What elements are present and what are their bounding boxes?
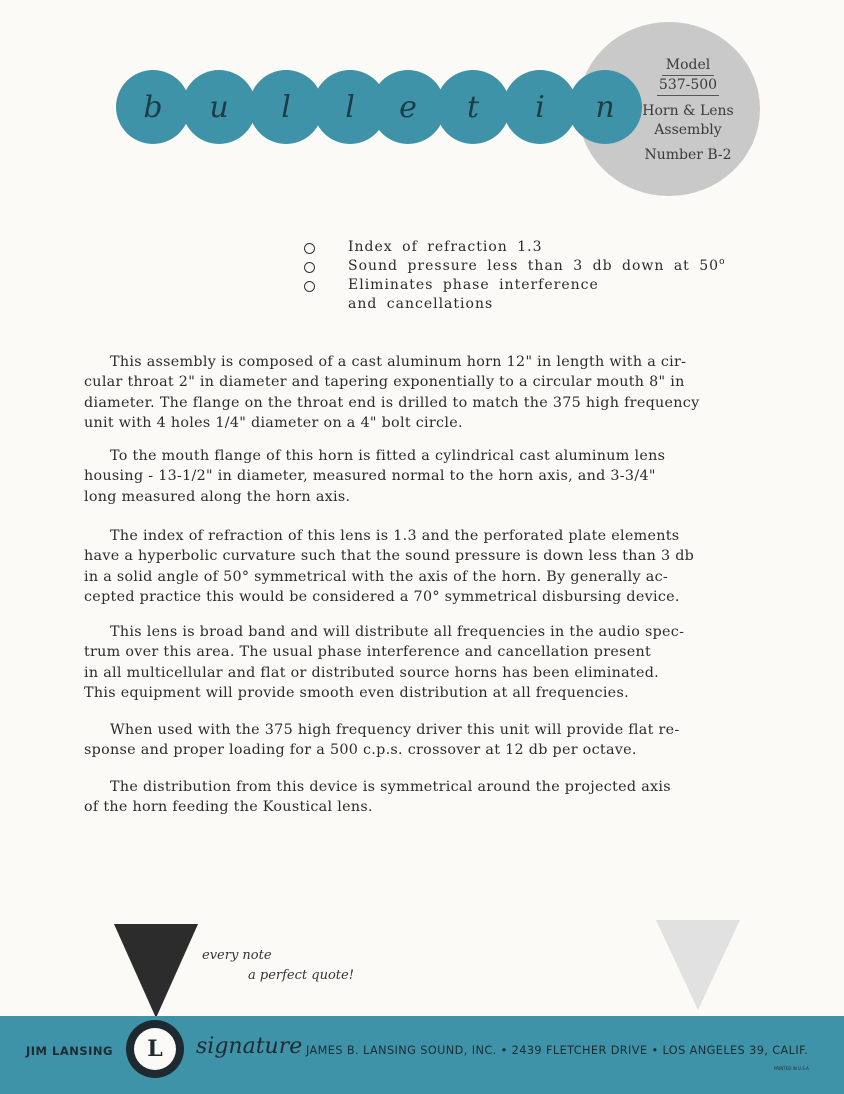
paragraph-construction	[84, 352, 784, 433]
bulletin-letter-u: u	[182, 70, 256, 144]
logo-letter: L	[134, 1028, 176, 1070]
paragraph-line: cular throat 2" in diameter and tapering exponentially to a circular mouth 8" in	[84, 374, 685, 391]
lansing-logo-icon	[126, 1020, 184, 1078]
model-line1: Horn & Lens	[642, 103, 734, 119]
bullet-circle-icon	[304, 262, 315, 273]
model-line2: Assembly	[654, 122, 722, 138]
model-number: 537-500	[657, 76, 719, 96]
paragraph-line: of the horn feeding the Koustical lens.	[84, 799, 373, 816]
feature-list	[304, 238, 784, 314]
slogan-line1: every note	[202, 948, 272, 963]
bulletin-letter-l2: l	[313, 70, 387, 144]
paragraph-line: To the mouth flange of this horn is fitted a cylindrical cast aluminum lens	[110, 448, 666, 464]
bullet-circle-icon	[304, 243, 315, 254]
bullet-circle-icon	[304, 281, 315, 292]
bulletin-number: Number B-2	[644, 147, 732, 163]
bullet-text: Eliminates phase interference	[348, 277, 599, 293]
paragraph-driver	[84, 720, 784, 761]
bulletin-letter-i: i	[503, 70, 577, 144]
model-label: Model	[662, 56, 715, 76]
print-mark: PRINTED IN U.S.A.	[774, 1066, 811, 1071]
paragraph-line: in all multicellular and flat or distributed source horns has been eliminated.	[84, 664, 660, 681]
list-item	[304, 257, 784, 276]
paragraph-line: in a solid angle of 50° symmetrical with the axis of the horn. By generally ac-	[84, 568, 669, 585]
light-triangle-icon	[656, 920, 740, 1010]
brand-name: JIM LANSING	[26, 1044, 113, 1058]
paragraph-line: long measured along the horn axis.	[84, 488, 351, 505]
paragraph-line: The index of refraction of this lens is 1.3 and the perforated plate elements	[110, 528, 680, 544]
bullet-text: Sound pressure less than 3 db down at 50	[348, 258, 720, 274]
paragraph-line: The distribution from this device is symmetrical around the projected axis	[110, 779, 671, 795]
bulletin-letter-t: t	[436, 70, 510, 144]
model-info	[618, 56, 758, 165]
bullet-text: and cancellations	[348, 296, 494, 312]
degree-superscript: o	[719, 257, 726, 267]
paragraph-line: housing - 13-1/2" in diameter, measured normal to the horn axis, and 3-3/4"	[84, 468, 656, 485]
bulletin-letter-b: b	[116, 70, 190, 144]
paragraph-line: sponse and proper loading for a 500 c.p.s. crossover at 12 db per octave.	[84, 742, 637, 759]
paragraph-line: This assembly is composed of a cast aluminum horn 12" in length with a cir-	[110, 354, 687, 370]
bulletin-letter-e: e	[371, 70, 445, 144]
paragraph-line: This equipment will provide smooth even distribution at all frequencies.	[84, 684, 629, 701]
paragraph-lens-housing	[84, 446, 784, 507]
paragraph-line: cepted practice this would be considered a 70° symmetrical disbursing device.	[84, 588, 680, 605]
signature-script: signature	[196, 1034, 303, 1059]
paragraph-distribution	[84, 777, 784, 818]
paragraph-line: diameter. The flange on the throat end is drilled to match the 375 high frequency	[84, 394, 700, 411]
bullet-text: Index of refraction 1.3	[348, 239, 543, 255]
paragraph-line: When used with the 375 high frequency driver this unit will provide flat re-	[110, 722, 680, 738]
bulletin-letter-l1: l	[249, 70, 323, 144]
slogan-line2: a perfect quote!	[248, 968, 354, 983]
company-address: JAMES B. LANSING SOUND, INC. • 2439 FLETCHER DRIVE • LOS ANGELES 39, CALIF.	[306, 1044, 809, 1057]
bulletin-letter-n: n	[568, 70, 642, 144]
list-item-continuation	[304, 295, 784, 314]
paragraph-broad-band	[84, 622, 784, 703]
list-item	[304, 238, 784, 257]
dark-triangle-icon	[114, 924, 198, 1018]
paragraph-line: trum over this area. The usual phase interference and cancellation present	[84, 644, 652, 661]
paragraph-line: This lens is broad band and will distribute all frequencies in the audio spec-	[110, 624, 685, 640]
paragraph-line: have a hyperbolic curvature such that the sound pressure is down less than 3 db	[84, 548, 695, 565]
paragraph-refraction	[84, 526, 784, 607]
list-item	[304, 276, 784, 295]
paragraph-line: unit with 4 holes 1/4" diameter on a 4" bolt circle.	[84, 414, 463, 431]
